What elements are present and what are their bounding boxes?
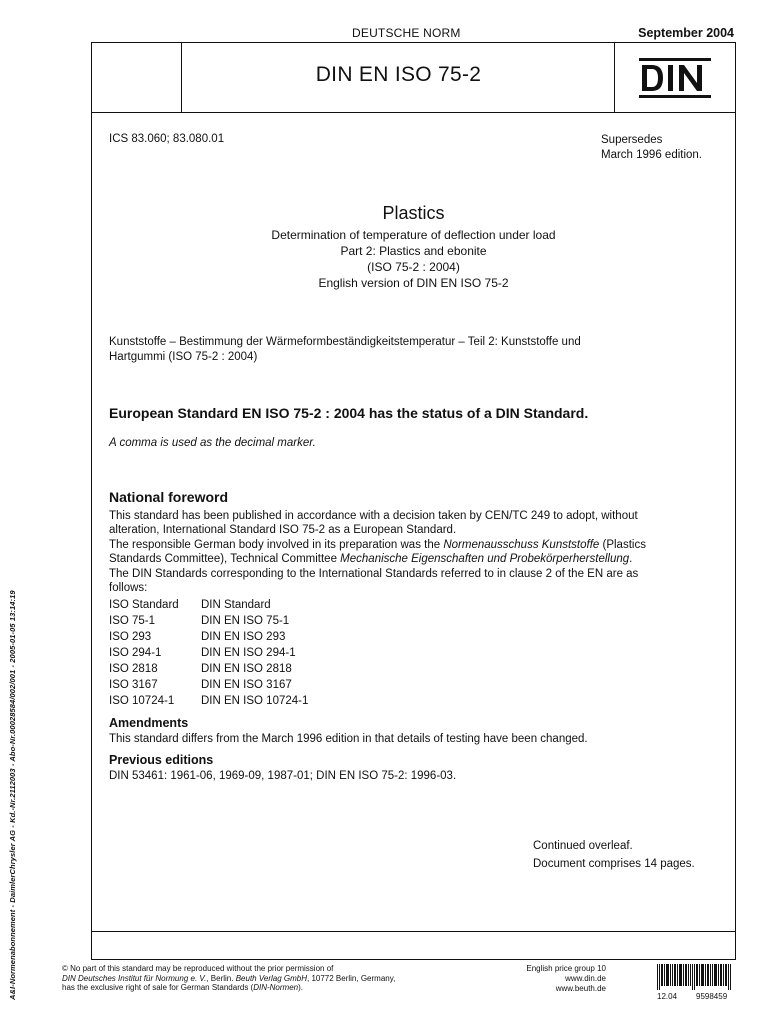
amendments-heading: Amendments: [109, 716, 189, 730]
table-row: [109, 645, 721, 661]
copyright-text: ).: [298, 983, 303, 992]
table-row: [109, 693, 721, 709]
copyright-text: , Berlin.: [206, 973, 236, 983]
title-block: [92, 203, 735, 291]
document-frame: [91, 42, 736, 960]
previous-editions-text: DIN 53461: 1961-06, 1969-09, 1987-01; DIN EN ISO 75-2: 1996-03.: [109, 770, 457, 782]
national-foreword: [109, 489, 721, 784]
foreword-paragraph-3: [109, 567, 721, 595]
title-row: [92, 43, 735, 113]
copyright-line1: © No part of this standard may be reproduced without the prior permission of: [62, 964, 334, 973]
german-title-line1: Kunststoffe – Bestimmung der Wärmeformbeständigkeitstemperatur – Teil 2: Kunststoffe und: [109, 336, 581, 348]
decimal-marker-note: A comma is used as the decimal marker.: [109, 437, 316, 449]
din-cell: DIN EN ISO 10724-1: [201, 695, 309, 707]
ics-code: ICS 83.060; 83.080.01: [109, 133, 225, 145]
standards-correspondence-table: [109, 597, 721, 709]
german-title: [109, 335, 709, 365]
technical-committee-name: Mechanische Eigenschaften und Probekörperherstellung: [340, 553, 630, 565]
continued-line2: Document comprises 14 pages.: [533, 858, 695, 870]
din-cell: DIN EN ISO 293: [201, 631, 286, 643]
foreword-p3-line1: The DIN Standards corresponding to the International Standards referred to in clause 2 of the EN are as: [109, 568, 639, 580]
subtitle-line3: (ISO 75-2 : 2004): [367, 260, 460, 274]
iso-cell: ISO Standard: [109, 599, 179, 611]
iso-cell: ISO 3167: [109, 679, 158, 691]
table-row: [109, 629, 721, 645]
din-logo: [639, 58, 711, 98]
main-title: Plastics: [382, 203, 445, 223]
din-cell: DIN EN ISO 3167: [201, 679, 292, 691]
frame-divider: [92, 931, 735, 932]
page-header: [0, 26, 768, 42]
european-standard-statement: European Standard EN ISO 75-2 : 2004 has the status of a DIN Standard.: [109, 405, 589, 421]
iso-cell: ISO 294-1: [109, 647, 162, 659]
din-cell: DIN Standard: [201, 599, 271, 611]
subtitle-line1: Determination of temperature of deflection under load: [271, 228, 556, 242]
table-row: [109, 613, 721, 629]
din-website: www.din.de: [565, 974, 606, 983]
foreword-p2-a: The responsible German body involved in its preparation was the: [109, 539, 444, 551]
committee-name: Normenausschuss Kunststoffe: [443, 539, 600, 551]
foreword-heading: National foreword: [109, 489, 229, 505]
copyright-text: has the exclusive right of sale for German Standards (: [62, 983, 254, 992]
foreword-paragraph-2: [109, 538, 721, 566]
side-subscription-text: A&I-Normenabonnement - DaimlerChrysler AG - Kd.-Nr.2112003 - Abo-Nr.00028584/002/001 - 2005-01-05 13:14:19: [8, 590, 17, 1000]
beuth-website: www.beuth.de: [555, 984, 606, 993]
price-info: [512, 964, 606, 994]
subtitle-line4: English version of DIN EN ISO 75-2: [318, 276, 509, 290]
supersedes-note: [601, 133, 702, 163]
foreword-paragraph-1: [109, 509, 721, 537]
price-group: English price group 10: [526, 964, 606, 973]
copyright-notice: [62, 964, 482, 993]
document-title: DIN EN ISO 75-2: [315, 63, 482, 86]
foreword-p2-d: Standards Committee), Technical Committee: [109, 553, 341, 565]
iso-cell: ISO 293: [109, 631, 152, 643]
table-row: [109, 677, 721, 693]
beuth-verlag: Beuth Verlag GmbH: [235, 973, 307, 983]
foreword-p1-line1: This standard has been published in accordance with a decision taken by CEN/TC 249 to adopt, without: [109, 510, 638, 522]
subtitle-line2: Part 2: Plastics and ebonite: [340, 244, 487, 258]
publication-date: September 2004: [638, 26, 734, 40]
din-normen: DIN-Normen: [253, 983, 299, 992]
amendments-text: This standard differs from the March 1996 edition in that details of testing have been changed.: [109, 733, 588, 745]
norm-label: DEUTSCHE NORM: [352, 26, 461, 40]
previous-editions-heading: Previous editions: [109, 753, 214, 767]
barcode-left-number: 12.04: [657, 992, 678, 1001]
foreword-p3-line2: follows:: [109, 582, 148, 594]
table-row: [109, 597, 721, 613]
german-title-line2: Hartgummi (ISO 75-2 : 2004): [109, 351, 258, 363]
continued-line1: Continued overleaf.: [533, 840, 633, 852]
supersedes-line1: Supersedes: [601, 134, 663, 146]
continuation-note: [533, 837, 695, 873]
foreword-p1-line2: alteration, International Standard ISO 75-2 as a European Standard.: [109, 524, 457, 536]
copyright-text: , 10772 Berlin, Germany,: [307, 973, 396, 983]
logo-cell: [614, 43, 735, 112]
foreword-p2-f: .: [629, 553, 633, 565]
table-row: [109, 661, 721, 677]
iso-cell: ISO 2818: [109, 663, 158, 675]
din-cell: DIN EN ISO 2818: [201, 663, 292, 675]
iso-cell: ISO 75-1: [109, 615, 156, 627]
barcode-right-number: 9598459: [696, 992, 728, 1001]
din-institute: DIN Deutsches Institut für Normung e. V.: [62, 973, 207, 983]
page-footer: [62, 964, 762, 1004]
iso-cell: ISO 10724-1: [109, 695, 175, 707]
title-cell-left: [92, 43, 182, 112]
din-cell: DIN EN ISO 294-1: [201, 647, 296, 659]
barcode: [657, 964, 733, 990]
supersedes-line2: March 1996 edition.: [601, 149, 703, 161]
foreword-p2-c: (Plastics: [599, 539, 646, 551]
din-cell: DIN EN ISO 75-1: [201, 615, 290, 627]
